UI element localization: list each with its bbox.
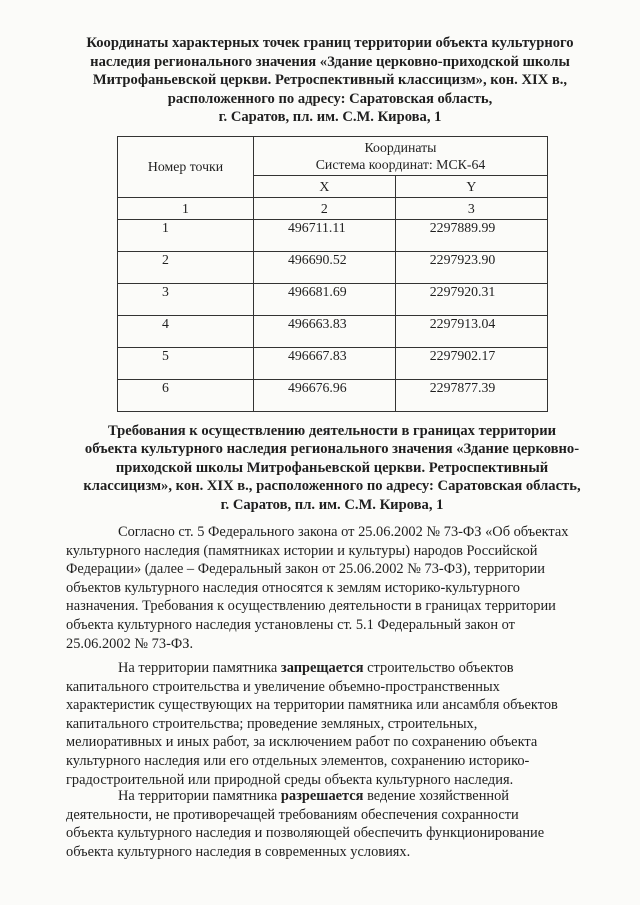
header-y: Y	[395, 176, 547, 198]
paragraph-line	[66, 787, 606, 806]
paragraph-line: культурного наследия или его отдельных элементов, сохранению историко-	[66, 752, 530, 769]
paragraph-permitted	[66, 787, 606, 861]
table-row	[118, 316, 548, 348]
coord-x: 496690.52	[254, 252, 396, 284]
index-cell: 2	[254, 198, 396, 220]
paragraph-line: капитального строительства и увеличение объемно-пространственных	[66, 678, 500, 695]
requirements-heading	[58, 422, 606, 514]
paragraph-line: объекта культурного наследия в современных условиях.	[66, 843, 411, 860]
paragraph-line: объекта культурного наследия установлены ст. 5.1 Федеральный закон от	[66, 616, 515, 633]
paragraph-prohibited	[66, 659, 606, 789]
table-row	[118, 348, 548, 380]
coord-y: 2297913.04	[395, 316, 547, 348]
point-number: 5	[118, 348, 254, 380]
paragraph-line: 25.06.2002 № 73-ФЗ.	[66, 635, 194, 652]
document-title	[60, 34, 600, 127]
title-line: расположенного по адресу: Саратовская область,	[167, 90, 493, 107]
table-row	[118, 220, 548, 252]
title-line: г. Саратов, пл. им. С.М. Кирова, 1	[218, 109, 442, 126]
coord-y: 2297877.39	[395, 380, 547, 412]
header-coordinates	[254, 137, 548, 176]
header-coordinates-label: Координаты	[364, 140, 437, 155]
emphasis-permitted: разрешается	[280, 788, 364, 804]
heading-line: классицизм», кон. XIX в., расположенного по адресу: Саратовская область,	[83, 478, 581, 495]
paragraph-line: градостроительной или природной среды объекта культурного наследия.	[66, 771, 514, 788]
coord-x: 496676.96	[254, 380, 396, 412]
title-line: Координаты характерных точек границ территории объекта культурного	[86, 35, 574, 51]
paragraph-line: объектов культурного наследия относятся к землям историко-культурного	[66, 579, 520, 596]
paragraph-line: объекта культурного наследия и позволяющей обеспечить функционирование	[66, 825, 545, 842]
heading-line: г. Саратов, пл. им. С.М. Кирова, 1	[220, 496, 444, 513]
paragraph-line: Согласно ст. 5 Федерального закона от 25.06.2002 № 73-ФЗ «Об объектах	[118, 524, 569, 540]
point-number: 1	[118, 220, 254, 252]
paragraph-line: назначения. Требования к осуществлению деятельности в границах территории	[66, 598, 556, 615]
index-cell: 3	[395, 198, 547, 220]
lead-text: На территории памятника	[118, 660, 278, 676]
lead-text: На территории памятника	[118, 788, 278, 804]
coordinates-table	[117, 136, 548, 412]
table-row	[118, 252, 548, 284]
heading-line: приходской школы Митрофаньевской церкви. Ретроспективный	[115, 459, 549, 476]
coord-x: 496667.83	[254, 348, 396, 380]
point-number: 3	[118, 284, 254, 316]
point-number: 4	[118, 316, 254, 348]
coord-x: 496663.83	[254, 316, 396, 348]
header-coordinate-system: Система координат: МСК-64	[315, 157, 486, 172]
paragraph-line: капитального строительства; проведение земляных, строительных,	[66, 715, 478, 732]
coord-x: 496681.69	[254, 284, 396, 316]
paragraph-line: деятельности, не противоречащей требованиям обеспечения сохранности	[66, 806, 519, 823]
point-number: 2	[118, 252, 254, 284]
heading-line: Требования к осуществлению деятельности в границах территории	[107, 423, 557, 439]
coord-y: 2297902.17	[395, 348, 547, 380]
index-cell: 1	[118, 198, 254, 220]
point-number: 6	[118, 380, 254, 412]
table-row	[118, 284, 548, 316]
title-line: наследия регионального значения «Здание церковно-приходской школы	[90, 53, 570, 70]
paragraph-line: культурного наследия (памятниках истории и культуры) народов Российской	[66, 542, 538, 559]
paragraph-line: мелиоративных и иных работ, за исключением работ по сохранению объекта	[66, 734, 538, 751]
heading-line: объекта культурного наследия регионального значения «Здание церковно-	[84, 441, 580, 458]
paragraph-line: характеристик существующих на территории памятника или ансамбля объектов	[66, 697, 558, 714]
table-row	[118, 380, 548, 412]
coord-y: 2297920.31	[395, 284, 547, 316]
paragraph-line	[66, 659, 606, 678]
header-x: X	[254, 176, 396, 198]
paragraph-line: Федерации» (далее – Федеральный закон от 25.06.2002 № 73-ФЗ), территории	[66, 561, 545, 578]
coord-x: 496711.11	[254, 220, 396, 252]
rest-text: строительство объектов	[367, 660, 514, 676]
coord-y: 2297889.99	[395, 220, 547, 252]
emphasis-prohibited: запрещается	[280, 660, 364, 676]
title-line: Митрофаньевской церкви. Ретроспективный классицизм», кон. XIX в.,	[92, 72, 568, 89]
paragraph-legal-basis	[66, 523, 606, 653]
rest-text: ведение хозяйственной	[367, 788, 509, 804]
header-point-number: Номер точки	[118, 137, 254, 198]
coord-y: 2297923.90	[395, 252, 547, 284]
